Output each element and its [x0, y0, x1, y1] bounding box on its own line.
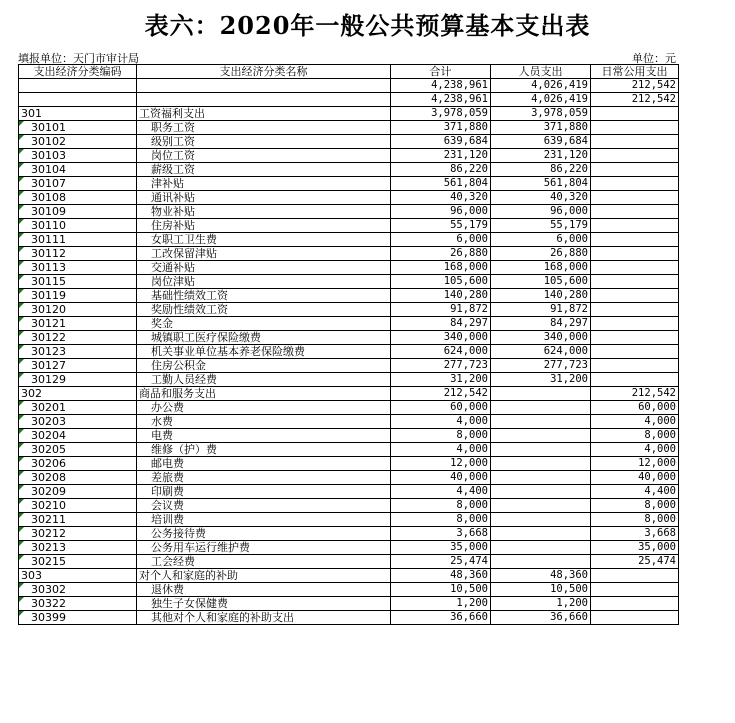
row-code-cell: 30209: [19, 485, 137, 499]
table-row: [19, 191, 679, 205]
row-name-cell: 工会经费: [137, 555, 391, 569]
row-total-cell: 91,872: [391, 303, 491, 317]
row-daily-cell: [591, 569, 679, 583]
row-total-cell: 8,000: [391, 513, 491, 527]
row-total-cell: 48,360: [391, 569, 491, 583]
row-personnel-cell: 231,120: [491, 149, 591, 163]
row-name-cell: 薪级工资: [137, 163, 391, 177]
table-row: [19, 247, 679, 261]
row-total-cell: 8,000: [391, 429, 491, 443]
row-personnel-cell: 40,320: [491, 191, 591, 205]
row-daily-cell: 8,000: [591, 499, 679, 513]
table-row: [19, 387, 679, 401]
row-personnel-cell: [491, 541, 591, 555]
row-code-cell: 30302: [19, 583, 137, 597]
row-name-cell: 印刷费: [137, 485, 391, 499]
row-name-cell: 奖励性绩效工资: [137, 303, 391, 317]
row-daily-cell: [591, 191, 679, 205]
row-daily-cell: [591, 303, 679, 317]
table-row: [19, 289, 679, 303]
table-row: [19, 177, 679, 191]
row-personnel-cell: [491, 401, 591, 415]
row-daily-cell: [591, 345, 679, 359]
row-name-cell: 独生子女保健费: [137, 597, 391, 611]
row-daily-cell: 4,000: [591, 415, 679, 429]
row-daily-cell: 8,000: [591, 513, 679, 527]
row-name-cell: 机关事业单位基本养老保险缴费: [137, 345, 391, 359]
row-name-cell: 差旅费: [137, 471, 391, 485]
row-personnel-cell: [491, 415, 591, 429]
row-total-cell: 3,668: [391, 527, 491, 541]
row-code-cell: [19, 79, 137, 93]
row-personnel-cell: 55,179: [491, 219, 591, 233]
row-name-cell: 工资福利支出: [137, 107, 391, 121]
col-header-personnel: 人员支出: [491, 65, 591, 79]
row-code-cell: 30208: [19, 471, 137, 485]
row-name-cell: 培训费: [137, 513, 391, 527]
table-row: [19, 317, 679, 331]
row-daily-cell: [591, 163, 679, 177]
row-daily-cell: [591, 107, 679, 121]
row-daily-cell: [591, 275, 679, 289]
row-daily-cell: 4,000: [591, 443, 679, 457]
row-personnel-cell: 31,200: [491, 373, 591, 387]
row-daily-cell: [591, 219, 679, 233]
row-personnel-cell: [491, 499, 591, 513]
row-total-cell: 4,000: [391, 443, 491, 457]
row-daily-cell: [591, 247, 679, 261]
row-name-cell: 津补贴: [137, 177, 391, 191]
row-personnel-cell: 3,978,059: [491, 107, 591, 121]
table-row: [19, 471, 679, 485]
table-row: [19, 163, 679, 177]
table-row: [19, 513, 679, 527]
row-personnel-cell: 277,723: [491, 359, 591, 373]
table-row: [19, 415, 679, 429]
row-code-cell: 30111: [19, 233, 137, 247]
table-row: [19, 401, 679, 415]
row-name-cell: 电费: [137, 429, 391, 443]
row-name-cell: 岗位津贴: [137, 275, 391, 289]
row-code-cell: 30101: [19, 121, 137, 135]
row-name-cell: 商品和服务支出: [137, 387, 391, 401]
row-code-cell: 30107: [19, 177, 137, 191]
row-total-cell: 140,280: [391, 289, 491, 303]
row-personnel-cell: 48,360: [491, 569, 591, 583]
row-code-cell: 30210: [19, 499, 137, 513]
row-code-cell: 30110: [19, 219, 137, 233]
row-personnel-cell: [491, 457, 591, 471]
row-code-cell: 30203: [19, 415, 137, 429]
row-daily-cell: 4,400: [591, 485, 679, 499]
row-total-cell: 168,000: [391, 261, 491, 275]
row-name-cell: 住房补贴: [137, 219, 391, 233]
row-name-cell: 物业补贴: [137, 205, 391, 219]
row-code-cell: 30102: [19, 135, 137, 149]
row-personnel-cell: 140,280: [491, 289, 591, 303]
row-daily-cell: 12,000: [591, 457, 679, 471]
row-name-cell: 对个人和家庭的补助: [137, 569, 391, 583]
row-daily-cell: 212,542: [591, 79, 679, 93]
table-row: [19, 345, 679, 359]
table-row: [19, 135, 679, 149]
row-personnel-cell: 639,684: [491, 135, 591, 149]
table-row: [19, 569, 679, 583]
row-name-cell: 职务工资: [137, 121, 391, 135]
table-row: [19, 597, 679, 611]
row-daily-cell: 60,000: [591, 401, 679, 415]
table-row: [19, 541, 679, 555]
row-code-cell: 30103: [19, 149, 137, 163]
table-row: [19, 331, 679, 345]
row-total-cell: 35,000: [391, 541, 491, 555]
row-personnel-cell: [491, 429, 591, 443]
row-name-cell: 办公费: [137, 401, 391, 415]
row-daily-cell: 212,542: [591, 93, 679, 107]
row-code-cell: 30322: [19, 597, 137, 611]
table-row: [19, 583, 679, 597]
row-name-cell: 工改保留津贴: [137, 247, 391, 261]
row-daily-cell: [591, 135, 679, 149]
table-row: [19, 373, 679, 387]
row-personnel-cell: [491, 485, 591, 499]
row-personnel-cell: 86,220: [491, 163, 591, 177]
row-daily-cell: 212,542: [591, 387, 679, 401]
row-daily-cell: [591, 149, 679, 163]
row-daily-cell: [591, 611, 679, 625]
row-name-cell: 维修（护）费: [137, 443, 391, 457]
row-name-cell: 会议费: [137, 499, 391, 513]
table-row: [19, 485, 679, 499]
row-total-cell: 4,400: [391, 485, 491, 499]
row-code-cell: 30127: [19, 359, 137, 373]
row-total-cell: 10,500: [391, 583, 491, 597]
table-row: [19, 219, 679, 233]
row-total-cell: 561,804: [391, 177, 491, 191]
table-row: [19, 303, 679, 317]
row-name-cell: 基础性绩效工资: [137, 289, 391, 303]
row-personnel-cell: [491, 513, 591, 527]
row-code-cell: 30121: [19, 317, 137, 331]
row-personnel-cell: 340,000: [491, 331, 591, 345]
row-personnel-cell: 624,000: [491, 345, 591, 359]
table-row: [19, 79, 679, 93]
row-daily-cell: [591, 373, 679, 387]
row-daily-cell: 8,000: [591, 429, 679, 443]
row-code-cell: 30119: [19, 289, 137, 303]
row-code-cell: 302: [19, 387, 137, 401]
row-code-cell: 30108: [19, 191, 137, 205]
row-code-cell: 30201: [19, 401, 137, 415]
row-total-cell: 40,000: [391, 471, 491, 485]
row-personnel-cell: 26,880: [491, 247, 591, 261]
row-code-cell: 30112: [19, 247, 137, 261]
row-total-cell: 84,297: [391, 317, 491, 331]
row-personnel-cell: 96,000: [491, 205, 591, 219]
row-name-cell: 女职工卫生费: [137, 233, 391, 247]
table-row: [19, 275, 679, 289]
row-total-cell: 277,723: [391, 359, 491, 373]
row-personnel-cell: 4,026,419: [491, 93, 591, 107]
row-name-cell: 级别工资: [137, 135, 391, 149]
row-total-cell: 25,474: [391, 555, 491, 569]
row-name-cell: 交通补贴: [137, 261, 391, 275]
row-name-cell: [137, 79, 391, 93]
row-personnel-cell: 4,026,419: [491, 79, 591, 93]
row-total-cell: 40,320: [391, 191, 491, 205]
row-name-cell: 公务接待费: [137, 527, 391, 541]
row-code-cell: 30211: [19, 513, 137, 527]
col-header-total: 合计: [391, 65, 491, 79]
row-total-cell: 6,000: [391, 233, 491, 247]
row-total-cell: 96,000: [391, 205, 491, 219]
row-total-cell: 105,600: [391, 275, 491, 289]
row-personnel-cell: 371,880: [491, 121, 591, 135]
row-personnel-cell: 84,297: [491, 317, 591, 331]
row-code-cell: 30206: [19, 457, 137, 471]
row-code-cell: 30104: [19, 163, 137, 177]
row-name-cell: 通讯补贴: [137, 191, 391, 205]
table-row: [19, 121, 679, 135]
col-header-daily: 日常公用支出: [591, 65, 679, 79]
table-row: [19, 233, 679, 247]
row-personnel-cell: 6,000: [491, 233, 591, 247]
row-daily-cell: [591, 583, 679, 597]
table-row: [19, 107, 679, 121]
row-daily-cell: [591, 317, 679, 331]
row-code-cell: 30113: [19, 261, 137, 275]
table-row: [19, 261, 679, 275]
row-name-cell: 工勤人员经费: [137, 373, 391, 387]
row-personnel-cell: 561,804: [491, 177, 591, 191]
reporting-unit: 填报单位：天门市审计局: [18, 52, 139, 65]
row-personnel-cell: 91,872: [491, 303, 591, 317]
row-code-cell: [19, 93, 137, 107]
row-code-cell: 30215: [19, 555, 137, 569]
row-name-cell: 奖金: [137, 317, 391, 331]
row-code-cell: 30122: [19, 331, 137, 345]
table-row: [19, 499, 679, 513]
row-code-cell: 30399: [19, 611, 137, 625]
row-code-cell: 30115: [19, 275, 137, 289]
row-total-cell: 12,000: [391, 457, 491, 471]
table-row: [19, 611, 679, 625]
row-total-cell: 55,179: [391, 219, 491, 233]
table-row: [19, 527, 679, 541]
row-name-cell: 岗位工资: [137, 149, 391, 163]
row-personnel-cell: [491, 471, 591, 485]
header-row: [19, 65, 679, 79]
row-total-cell: 1,200: [391, 597, 491, 611]
row-name-cell: 邮电费: [137, 457, 391, 471]
row-total-cell: 4,238,961: [391, 79, 491, 93]
row-daily-cell: [591, 205, 679, 219]
row-total-cell: 86,220: [391, 163, 491, 177]
row-total-cell: 4,000: [391, 415, 491, 429]
table-row: [19, 457, 679, 471]
table-row: [19, 429, 679, 443]
row-personnel-cell: [491, 555, 591, 569]
row-daily-cell: 25,474: [591, 555, 679, 569]
row-code-cell: 301: [19, 107, 137, 121]
row-daily-cell: [591, 121, 679, 135]
table-row: [19, 443, 679, 457]
row-name-cell: [137, 93, 391, 107]
row-daily-cell: 35,000: [591, 541, 679, 555]
row-personnel-cell: 10,500: [491, 583, 591, 597]
row-total-cell: 639,684: [391, 135, 491, 149]
row-name-cell: 住房公积金: [137, 359, 391, 373]
row-code-cell: 30109: [19, 205, 137, 219]
row-daily-cell: [591, 331, 679, 345]
row-code-cell: 30204: [19, 429, 137, 443]
row-name-cell: 公务用车运行维护费: [137, 541, 391, 555]
row-personnel-cell: 1,200: [491, 597, 591, 611]
row-total-cell: 371,880: [391, 121, 491, 135]
row-total-cell: 231,120: [391, 149, 491, 163]
row-total-cell: 212,542: [391, 387, 491, 401]
row-total-cell: 8,000: [391, 499, 491, 513]
row-personnel-cell: [491, 527, 591, 541]
row-daily-cell: 3,668: [591, 527, 679, 541]
row-code-cell: 30123: [19, 345, 137, 359]
table-row: [19, 93, 679, 107]
row-total-cell: 60,000: [391, 401, 491, 415]
row-name-cell: 其他对个人和家庭的补助支出: [137, 611, 391, 625]
col-header-name: 支出经济分类名称: [137, 65, 391, 79]
row-code-cell: 30129: [19, 373, 137, 387]
row-total-cell: 3,978,059: [391, 107, 491, 121]
table-row: [19, 149, 679, 163]
col-header-code: 支出经济分类编码: [19, 65, 137, 79]
row-name-cell: 城镇职工医疗保险缴费: [137, 331, 391, 345]
row-personnel-cell: [491, 443, 591, 457]
table-row: [19, 205, 679, 219]
row-daily-cell: [591, 261, 679, 275]
row-total-cell: 340,000: [391, 331, 491, 345]
row-total-cell: 4,238,961: [391, 93, 491, 107]
row-personnel-cell: 168,000: [491, 261, 591, 275]
table-body: [19, 79, 679, 625]
row-daily-cell: [591, 597, 679, 611]
row-code-cell: 30120: [19, 303, 137, 317]
row-code-cell: 30213: [19, 541, 137, 555]
page-title: 表六：2020年一般公共预算基本支出表: [144, 11, 591, 40]
budget-table: [18, 64, 679, 625]
row-code-cell: 303: [19, 569, 137, 583]
row-total-cell: 624,000: [391, 345, 491, 359]
unit-label: 单位：元: [632, 52, 676, 65]
row-daily-cell: [591, 289, 679, 303]
row-personnel-cell: 36,660: [491, 611, 591, 625]
row-code-cell: 30205: [19, 443, 137, 457]
row-name-cell: 水费: [137, 415, 391, 429]
row-daily-cell: [591, 177, 679, 191]
row-daily-cell: [591, 359, 679, 373]
row-name-cell: 退休费: [137, 583, 391, 597]
table-row: [19, 359, 679, 373]
row-personnel-cell: [491, 387, 591, 401]
row-total-cell: 31,200: [391, 373, 491, 387]
row-total-cell: 26,880: [391, 247, 491, 261]
row-personnel-cell: 105,600: [491, 275, 591, 289]
row-daily-cell: [591, 233, 679, 247]
row-code-cell: 30212: [19, 527, 137, 541]
table-row: [19, 555, 679, 569]
row-daily-cell: 40,000: [591, 471, 679, 485]
row-total-cell: 36,660: [391, 611, 491, 625]
